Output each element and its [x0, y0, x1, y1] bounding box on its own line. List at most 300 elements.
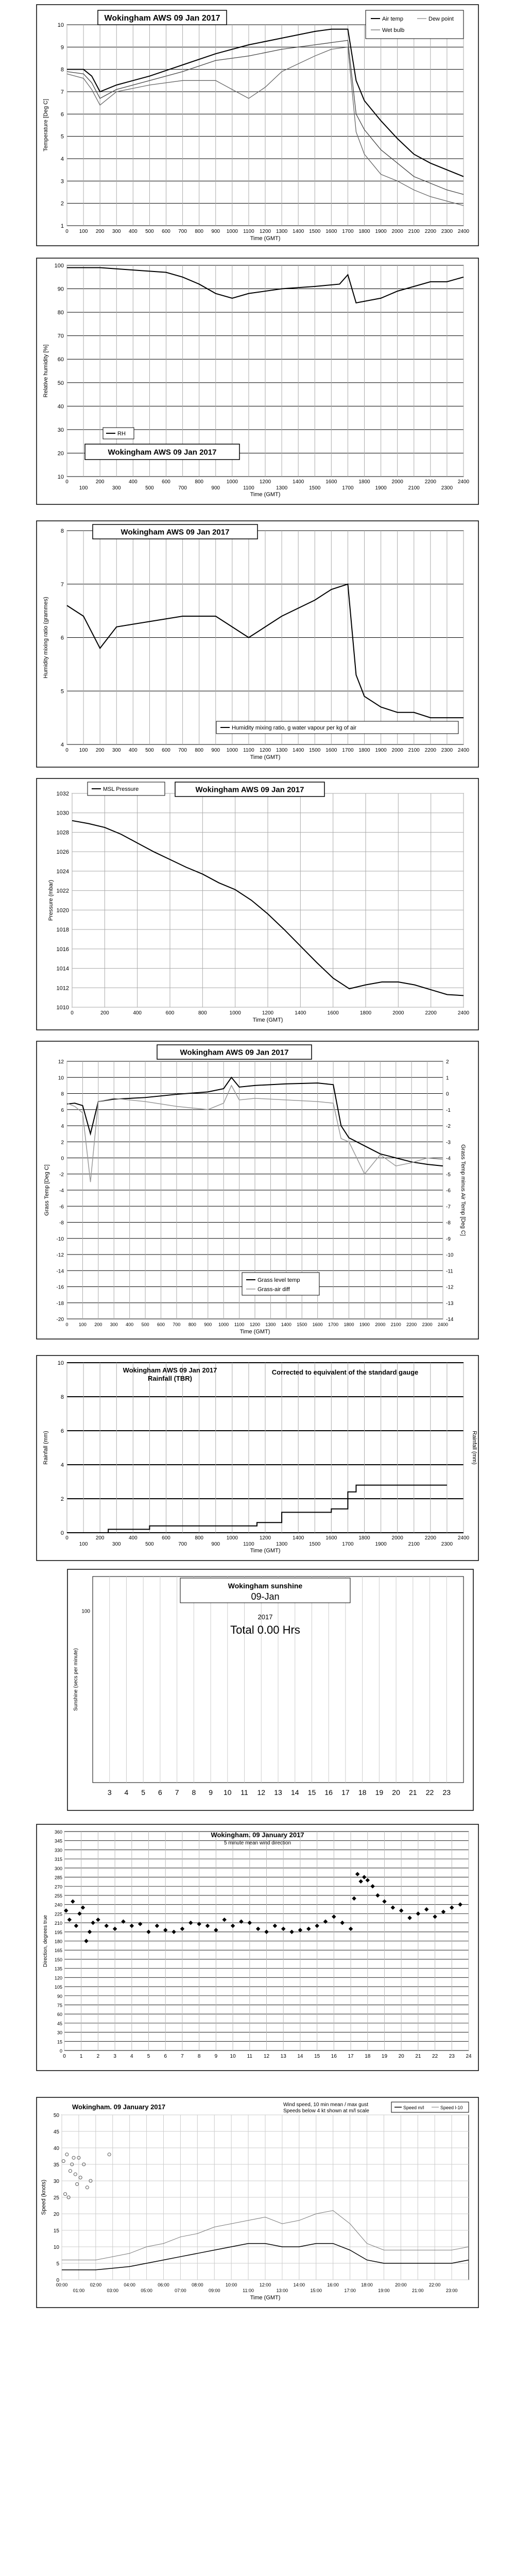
y-tick-label: 300: [54, 1866, 62, 1871]
x-tick-label: 1200: [259, 479, 271, 485]
y-tick-label: -10: [56, 1236, 64, 1242]
x-tick-label: 1100: [243, 485, 254, 491]
x-tick-label: 19:00: [378, 2288, 390, 2293]
x-tick-label: 1700: [328, 1322, 339, 1327]
x-tick-label: 1500: [297, 1322, 307, 1327]
temperature-chart: [36, 4, 479, 246]
x-tick-label: 2200: [406, 1322, 417, 1327]
x-tick-label: 22: [425, 1788, 434, 1797]
x-tick-label: 13: [280, 2054, 286, 2059]
x-tick-label: 15:00: [310, 2288, 322, 2293]
legend-speed-mean: Speed m/l: [403, 2105, 424, 2110]
x-tick-label: 19: [381, 2054, 388, 2059]
x-tick-label: 600: [165, 1010, 175, 1016]
x-tick-label: 11:00: [243, 2288, 254, 2293]
y-tick-label: 285: [54, 1875, 62, 1880]
x-tick-label: 5: [141, 1788, 146, 1797]
chart-total: Total 0.00 Hrs: [230, 1623, 300, 1636]
x-tick-label: 16: [331, 2054, 337, 2059]
x-tick-label: 1200: [259, 1535, 271, 1541]
x-tick-label: 1600: [325, 748, 337, 753]
y-tick-label: 8: [60, 1394, 64, 1400]
y-tick-label: 120: [54, 1975, 62, 1981]
legend-speed-gust: Speed l-10: [440, 2105, 463, 2110]
humidity-panel: [36, 258, 479, 505]
x-tick-label: 04:00: [124, 2282, 135, 2287]
y-tick-label: 4: [60, 742, 64, 748]
y-axis-label: Pressure (mbar): [48, 879, 54, 921]
y-tick-label: 5: [60, 688, 64, 695]
y-tick-label: 1028: [56, 829, 69, 836]
x-tick-label: 2000: [391, 229, 403, 234]
x-tick-label: 100: [78, 1322, 87, 1327]
y-tick-label: 1016: [56, 946, 69, 953]
x-tick-label: 2400: [457, 748, 470, 753]
y-tick-label: 6: [60, 1428, 64, 1434]
x-tick-label: 400: [133, 1010, 142, 1016]
y-axis-label: Humidity mixing ratio (grammes): [43, 597, 49, 679]
y-tick-label: 6: [60, 111, 64, 118]
y-tick-label: 1018: [56, 927, 69, 934]
y-tick-label: 20: [53, 2212, 59, 2217]
x-tick-label: 14: [290, 1788, 299, 1797]
x-tick-label: 0: [63, 2054, 66, 2059]
x-tick-label: 1200: [259, 748, 271, 753]
chart-title: Wokingham sunshine: [228, 1582, 303, 1590]
x-axis-label: Time (GMT): [250, 1548, 281, 1554]
y-tick-label: 180: [54, 1939, 62, 1944]
y2-tick-label: -10: [446, 1252, 454, 1258]
x-tick-label: 1000: [226, 748, 238, 753]
x-tick-label: 22: [432, 2054, 438, 2059]
x-tick-label: 16: [324, 1788, 333, 1797]
rainfall-panel: [36, 1355, 479, 1561]
y-tick-label: -14: [56, 1268, 64, 1275]
x-tick-label: 1300: [265, 1322, 276, 1327]
x-tick-label: 700: [178, 1541, 187, 1547]
y-tick-label: 2: [60, 1496, 64, 1502]
x-tick-label: 1600: [325, 479, 337, 485]
y-tick-label: 240: [54, 1902, 62, 1908]
x-tick-label: 2000: [391, 479, 403, 485]
x-tick-label: 800: [195, 1535, 204, 1541]
x-tick-label: 1600: [327, 1010, 339, 1016]
y-tick-label: 30: [57, 2030, 62, 2036]
x-tick-label: 12: [257, 1788, 266, 1797]
wind-speed-panel: [36, 2097, 479, 2308]
y-tick-label: 4: [60, 156, 64, 162]
x-tick-label: 2400: [437, 1322, 449, 1327]
x-tick-label: 800: [198, 1010, 207, 1016]
x-tick-label: 11: [247, 2054, 252, 2059]
y-tick-label: 5: [60, 133, 64, 140]
y-tick-label: 60: [57, 2012, 62, 2018]
y-tick-label: 80: [57, 310, 64, 316]
x-tick-label: 1600: [312, 1322, 323, 1327]
x-tick-label: 1100: [234, 1322, 245, 1327]
y-tick-label: 10: [57, 474, 64, 480]
x-tick-label: 2100: [408, 1541, 420, 1547]
x-tick-label: 1: [79, 2054, 83, 2059]
x-tick-label: 07:00: [175, 2288, 186, 2293]
y-tick-label: 20: [57, 450, 64, 457]
x-tick-label: 1800: [359, 1010, 372, 1016]
x-tick-label: 200: [95, 748, 105, 753]
y-tick-label: 10: [57, 22, 64, 28]
x-tick-label: 500: [145, 229, 154, 234]
x-tick-label: 900: [211, 748, 220, 753]
y-tick-label: 0: [60, 1530, 64, 1536]
x-tick-label: 1100: [243, 1541, 254, 1547]
x-tick-label: 2400: [457, 1010, 470, 1016]
x-tick-label: 500: [145, 485, 154, 491]
x-tick-label: 6: [164, 2054, 167, 2059]
x-tick-label: 09:00: [208, 2288, 220, 2293]
y-tick-label: 9: [60, 44, 64, 51]
x-tick-label: 1900: [375, 229, 387, 234]
y-tick-label: 270: [54, 1884, 62, 1890]
mixing-ratio-chart: [36, 520, 479, 768]
x-tick-label: 1200: [249, 1322, 261, 1327]
y-tick-label: 8: [61, 1091, 64, 1097]
y-tick-label: 195: [54, 1929, 62, 1935]
x-tick-label: 200: [95, 479, 105, 485]
y-tick-label: 15: [57, 2039, 62, 2045]
y-tick-label: 1: [60, 223, 64, 229]
y-tick-label: 30: [53, 2179, 59, 2184]
x-tick-label: 0: [65, 1322, 68, 1327]
y-tick-label: 35: [53, 2162, 59, 2168]
x-tick-label: 300: [112, 1541, 121, 1547]
x-tick-label: 800: [195, 229, 204, 234]
x-tick-label: 1900: [375, 1541, 387, 1547]
x-tick-label: 8: [197, 2054, 201, 2059]
x-tick-label: 1600: [325, 1535, 337, 1541]
x-tick-label: 2100: [408, 229, 420, 234]
y2-tick-label: -13: [446, 1300, 454, 1307]
y-tick-label: -6: [59, 1204, 64, 1210]
legend-pressure: MSL Pressure: [103, 786, 139, 792]
x-tick-label: 400: [128, 1535, 138, 1541]
x-axis-label: Time (GMT): [250, 2295, 281, 2301]
chart-title: Wokingham AWS 09 Jan 2017: [180, 1048, 289, 1057]
x-tick-label: 1400: [293, 1535, 304, 1541]
x-tick-label: 2300: [441, 485, 453, 491]
x-axis-label: Time (GMT): [250, 492, 281, 498]
x-tick-label: 0: [65, 748, 68, 753]
y-tick-label: 330: [54, 1848, 62, 1853]
x-tick-label: 20: [392, 1788, 400, 1797]
y-tick-label: 45: [57, 2021, 62, 2026]
y-tick-label: 150: [54, 1957, 62, 1962]
x-tick-label: 14:00: [293, 2282, 305, 2287]
x-tick-label: 700: [173, 1322, 181, 1327]
x-tick-label: 7: [175, 1788, 179, 1797]
y-tick-label: 1024: [56, 868, 69, 875]
x-tick-label: 9: [209, 1788, 213, 1797]
x-tick-label: 1700: [342, 229, 354, 234]
chart-annotation: Speeds below 4 kt shown at m/l scale: [283, 2108, 369, 2114]
x-tick-label: 10:00: [225, 2282, 237, 2287]
x-tick-label: 02:00: [90, 2282, 102, 2287]
x-tick-label: 17:00: [344, 2288, 356, 2293]
x-tick-label: 5: [147, 2054, 150, 2059]
x-tick-label: 2400: [457, 229, 470, 234]
chart-title: Wokingham AWS 09 Jan 2017: [123, 1366, 217, 1374]
x-tick-label: 17: [348, 2054, 354, 2059]
x-tick-label: 1800: [358, 479, 370, 485]
y-tick-label: 1022: [56, 888, 69, 894]
x-tick-label: 10: [224, 1788, 232, 1797]
x-tick-label: 200: [100, 1010, 109, 1016]
x-tick-label: 1400: [293, 748, 304, 753]
y-tick-label: 40: [57, 403, 64, 410]
y-tick-label: 7: [60, 581, 64, 588]
x-tick-label: 2200: [424, 229, 436, 234]
x-tick-label: 16:00: [327, 2282, 339, 2287]
y-tick-label: 1030: [56, 810, 69, 817]
chart-title: Wokingham AWS 09 Jan 2017: [108, 448, 217, 457]
wind-direction-chart: [36, 1824, 479, 2071]
x-tick-label: 0: [71, 1010, 74, 1016]
y-tick-label: 1032: [56, 791, 69, 797]
x-tick-label: 1800: [344, 1322, 354, 1327]
legend-rh: RH: [117, 431, 126, 437]
x-tick-label: 0: [65, 479, 68, 485]
x-tick-label: 2400: [457, 479, 470, 485]
x-tick-label: 1300: [276, 485, 288, 491]
x-tick-label: 03:00: [107, 2288, 119, 2293]
x-tick-label: 7: [181, 2054, 184, 2059]
x-tick-label: 800: [195, 748, 204, 753]
x-tick-label: 800: [195, 479, 204, 485]
y2-tick-label: -12: [446, 1284, 454, 1291]
y-tick-label: -16: [56, 1284, 64, 1291]
x-tick-label: 1500: [309, 748, 321, 753]
y2-tick-label: -9: [446, 1236, 451, 1242]
x-tick-label: 200: [94, 1322, 102, 1327]
x-tick-label: 900: [204, 1322, 212, 1327]
x-tick-label: 6: [158, 1788, 162, 1797]
y-tick-label: -12: [56, 1252, 64, 1258]
y2-tick-label: -14: [446, 1317, 454, 1323]
x-tick-label: 24: [466, 2054, 472, 2059]
x-tick-label: 01:00: [73, 2288, 85, 2293]
x-axis-label: Time (GMT): [250, 754, 281, 760]
y2-axis-label: Rainfall (mm): [471, 1431, 477, 1465]
y-tick-label: 10: [57, 1360, 64, 1366]
x-tick-label: 600: [162, 229, 170, 234]
x-tick-label: 3: [107, 1788, 112, 1797]
wind-speed-chart: [36, 2097, 479, 2308]
x-tick-label: 2200: [424, 1535, 436, 1541]
x-tick-label: 2000: [375, 1322, 386, 1327]
y-tick-label: 0: [59, 2048, 62, 2054]
y-tick-label: -20: [56, 1317, 64, 1323]
y-tick-label: -2: [59, 1172, 64, 1178]
x-tick-label: 1000: [229, 1010, 241, 1016]
x-tick-label: 200: [95, 1535, 105, 1541]
legend-air-temp: Air temp: [382, 16, 403, 22]
temperature-panel: [36, 4, 479, 246]
y-axis-label: Direction, degrees true: [43, 1914, 48, 1968]
x-tick-label: 2100: [408, 485, 420, 491]
x-tick-label: 2: [96, 2054, 100, 2059]
x-tick-label: 1300: [276, 229, 288, 234]
x-tick-label: 3: [113, 2054, 116, 2059]
y-tick-label: 0: [61, 1156, 64, 1162]
x-tick-label: 1900: [375, 748, 387, 753]
grass-temp-chart: [36, 1041, 479, 1340]
x-tick-label: 20: [398, 2054, 404, 2059]
wind-direction-panel: [36, 1824, 479, 2071]
x-axis-label: Time (GMT): [250, 235, 281, 242]
y-tick-label: 7: [60, 89, 64, 95]
y-tick-label: 40: [53, 2146, 59, 2151]
chart-subtitle: Wind speed, 10 min mean / max gust: [283, 2102, 369, 2108]
y-tick-label: 1010: [56, 1005, 69, 1011]
y-tick-label: 1012: [56, 985, 69, 992]
x-tick-label: 13:00: [276, 2288, 288, 2293]
x-axis-label: Time (GMT): [252, 1017, 283, 1023]
chart-annotation: Corrected to equivalent of the standard gauge: [271, 1368, 419, 1376]
x-tick-label: 300: [112, 229, 121, 234]
x-tick-label: 1400: [281, 1322, 291, 1327]
x-tick-label: 0: [65, 229, 68, 234]
rainfall-chart: [36, 1355, 479, 1561]
y2-tick-label: -6: [446, 1188, 451, 1194]
x-tick-label: 1000: [226, 479, 238, 485]
x-tick-label: 2000: [392, 1010, 404, 1016]
x-tick-label: 1400: [293, 479, 304, 485]
chart-subtitle: 5 minute mean wind direction: [224, 1840, 291, 1846]
x-tick-label: 14: [297, 2054, 303, 2059]
y-axis-label: Rainfall (mm): [43, 1431, 49, 1465]
y2-tick-label: 0: [446, 1091, 449, 1097]
y-tick-label: 2: [60, 200, 64, 207]
y-tick-label: 100: [54, 263, 64, 269]
x-tick-label: 1700: [342, 485, 354, 491]
x-tick-label: 1200: [259, 229, 271, 234]
y-tick-label: 6: [61, 1107, 64, 1113]
x-tick-label: 4: [124, 1788, 129, 1797]
x-tick-label: 06:00: [158, 2282, 169, 2287]
y-tick-label: 8: [60, 528, 64, 534]
y-tick-label: 25: [53, 2195, 59, 2201]
chart-title: Wokingham AWS 09 Jan 2017: [104, 13, 220, 23]
x-tick-label: 19: [375, 1788, 384, 1797]
legend-grass-air-diff: Grass-air diff: [258, 1286, 290, 1293]
sunshine-panel: [67, 1569, 474, 1811]
x-tick-label: 9: [214, 2054, 218, 2059]
y-tick-label: 165: [54, 1948, 62, 1954]
y-axis-label: Grass Temp [Deg C]: [44, 1164, 50, 1216]
x-tick-label: 2100: [390, 1322, 401, 1327]
y2-tick-label: -3: [446, 1140, 451, 1146]
x-tick-label: 11: [241, 1788, 248, 1797]
x-tick-label: 2400: [457, 1535, 470, 1541]
x-tick-label: 1200: [262, 1010, 274, 1016]
x-tick-label: 400: [128, 748, 138, 753]
x-tick-label: 15: [314, 2054, 320, 2059]
x-tick-label: 1700: [342, 1541, 354, 1547]
legend-wet-bulb: Wet bulb: [382, 27, 405, 33]
x-tick-label: 23:00: [445, 2288, 458, 2293]
x-tick-label: 700: [178, 485, 187, 491]
x-tick-label: 100: [79, 1541, 88, 1547]
chart-subtitle: 09-Jan: [251, 1591, 280, 1602]
x-tick-label: 300: [110, 1322, 118, 1327]
x-tick-label: 18: [358, 1788, 367, 1797]
x-tick-label: 20:00: [395, 2282, 407, 2287]
x-tick-label: 700: [178, 229, 187, 234]
y-tick-label: 12: [58, 1059, 64, 1065]
y-tick-label: 1020: [56, 907, 69, 914]
y-tick-label: 2: [61, 1140, 64, 1146]
x-tick-label: 18: [365, 2054, 371, 2059]
x-tick-label: 200: [95, 229, 105, 234]
x-tick-label: 1100: [243, 748, 254, 753]
x-tick-label: 1000: [218, 1322, 229, 1327]
x-tick-label: 2100: [408, 748, 420, 753]
y-tick-label: 315: [54, 1857, 62, 1862]
y-tick-label: -8: [59, 1220, 64, 1226]
chart-title: Wokingham. 09 January 2017: [211, 1831, 304, 1839]
x-tick-label: 18:00: [361, 2282, 373, 2287]
humidity-chart: [36, 258, 479, 505]
y-tick-label: 90: [57, 286, 64, 293]
chart-title: Wokingham. 09 January 2017: [72, 2103, 166, 2111]
y2-tick-label: -1: [446, 1107, 451, 1113]
y2-tick-label: -5: [446, 1172, 451, 1178]
x-tick-label: 500: [145, 748, 154, 753]
x-tick-label: 21: [409, 1788, 417, 1797]
x-tick-label: 1300: [276, 1541, 288, 1547]
x-tick-label: 2300: [441, 229, 453, 234]
y-axis-label: Temperature [Deg C]: [43, 98, 49, 152]
x-tick-label: 100: [79, 229, 88, 234]
y2-tick-label: -7: [446, 1204, 451, 1210]
x-tick-label: 1800: [358, 1535, 370, 1541]
x-tick-label: 1100: [243, 229, 254, 234]
x-tick-label: 600: [162, 479, 170, 485]
y-tick-label: 30: [57, 427, 64, 433]
y-tick-label: 1026: [56, 849, 69, 856]
x-tick-label: 2300: [441, 748, 453, 753]
x-tick-label: 1000: [226, 229, 238, 234]
y-tick-label: 4: [60, 1462, 64, 1468]
y-tick-label: 255: [54, 1893, 62, 1899]
x-tick-label: 2300: [441, 1541, 453, 1547]
x-tick-label: 05:00: [141, 2288, 152, 2293]
x-tick-label: 00:00: [56, 2282, 68, 2287]
y-tick-label: 100: [81, 1608, 90, 1615]
y-tick-label: 15: [53, 2228, 59, 2234]
x-tick-label: 15: [307, 1788, 316, 1797]
x-tick-label: 100: [79, 748, 88, 753]
chart-year: 2017: [258, 1613, 273, 1621]
y-tick-label: -18: [56, 1300, 64, 1307]
pressure-panel: [36, 778, 479, 1030]
chart-title: Wokingham AWS 09 Jan 2017: [121, 528, 230, 537]
y2-tick-label: -4: [446, 1156, 451, 1162]
y2-tick-label: -2: [446, 1124, 451, 1129]
x-tick-label: 300: [112, 748, 121, 753]
x-tick-label: 600: [157, 1322, 165, 1327]
y-tick-label: 60: [57, 357, 64, 363]
x-tick-label: 500: [141, 1322, 149, 1327]
x-tick-label: 1500: [309, 485, 321, 491]
